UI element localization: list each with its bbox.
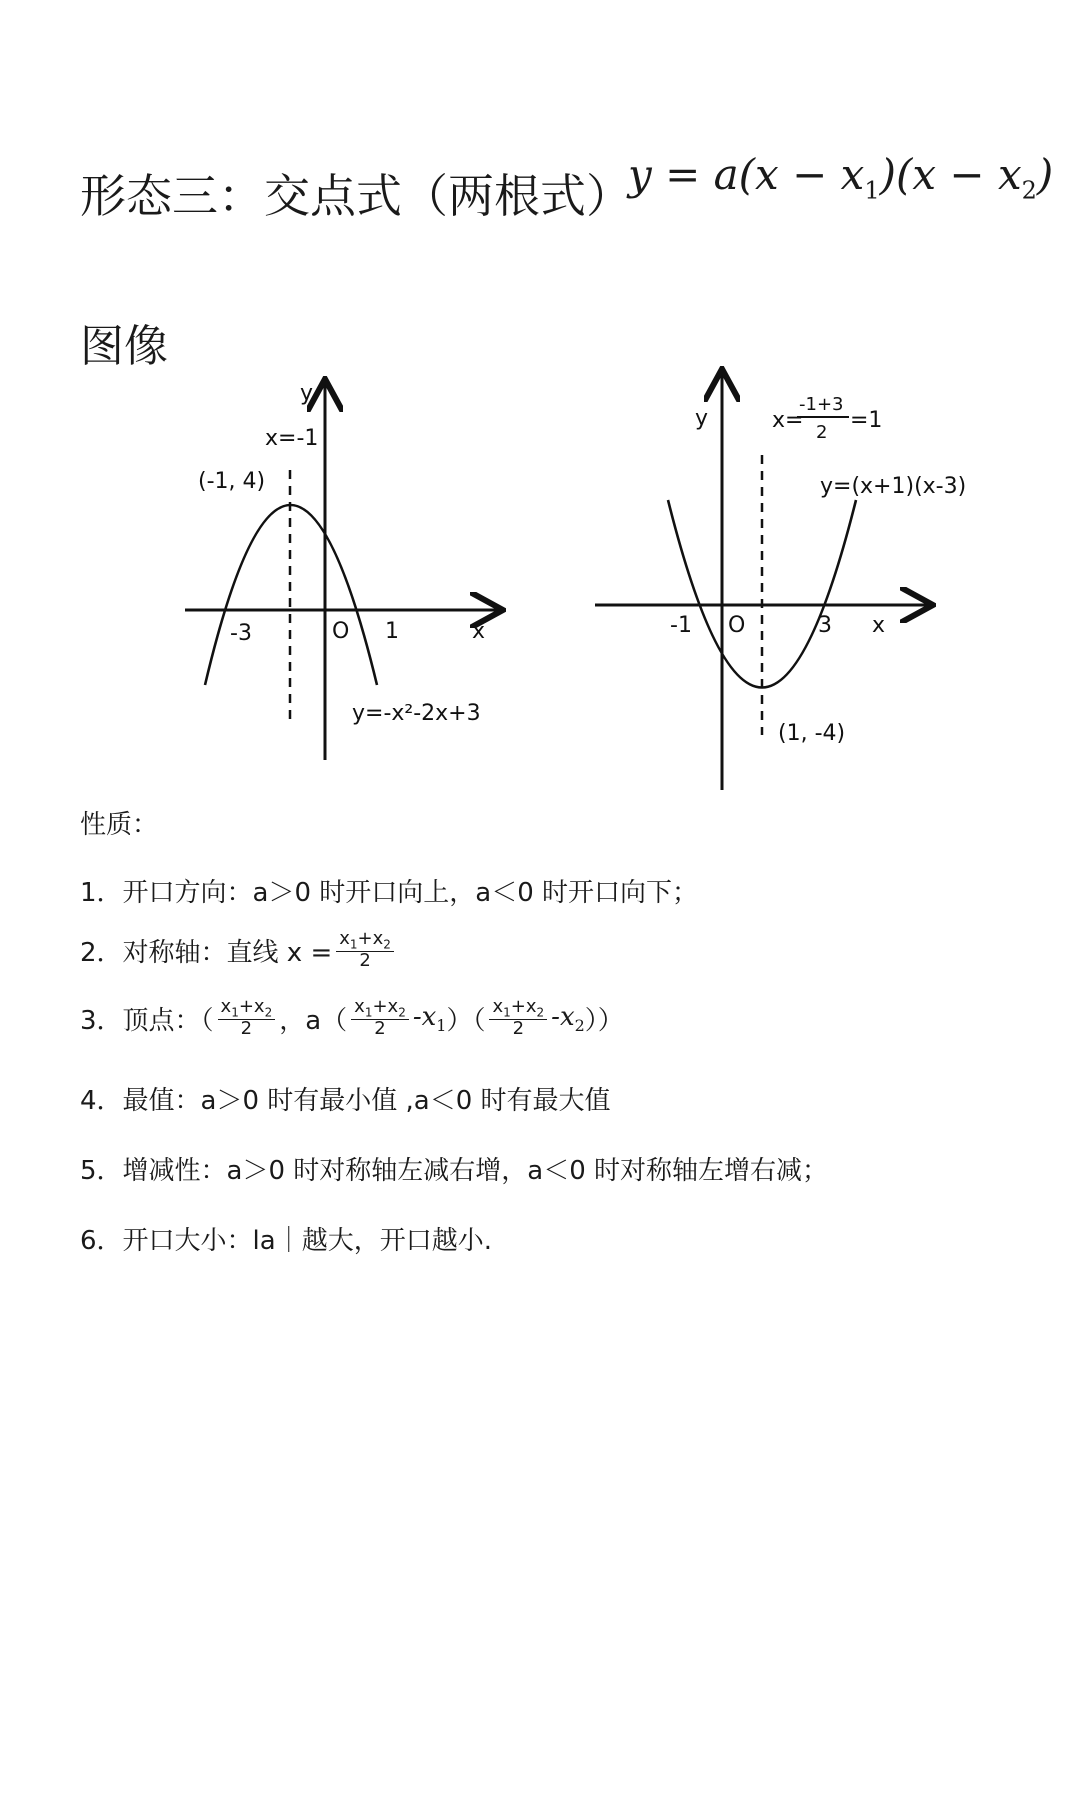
axis-line-label: x=-1 — [265, 426, 319, 451]
tick-3: 3 — [818, 613, 832, 638]
intercept-formula: $y = a(x - x_1)(x - x_2)$ — [628, 150, 1054, 205]
axis-line-denominator: 2 — [816, 422, 828, 443]
graph-downward-parabola — [180, 370, 520, 780]
axis-line-numerator: -1+3 — [799, 394, 844, 415]
page-title: 形态三：交点式（两根式） — [80, 169, 632, 223]
property-symmetry-axis: 2．对称轴：直线 x = $\frac{x_1+x_2}{2}$ — [80, 930, 398, 971]
y-axis-label: y — [300, 381, 314, 406]
graph-upward-parabola — [590, 360, 1010, 800]
parabola-curve — [205, 505, 377, 685]
tick-neg1: -1 — [670, 613, 692, 638]
image-heading: 图像 — [80, 321, 168, 372]
property-opening-size: 6．开口大小：la｜越大，开口越小. — [80, 1226, 492, 1256]
tick-neg3: -3 — [230, 621, 252, 646]
origin-label: O — [332, 619, 350, 644]
vertex-label: (1, -4) — [778, 721, 846, 746]
property-monotonicity: 5．增减性：a＞0 时对称轴左减右增，a＜0 时对称轴左增右减； — [80, 1156, 829, 1186]
tick-1: 1 — [385, 619, 399, 644]
y-axis-label: y — [695, 406, 709, 431]
equation-label: y=-x²-2x+3 — [352, 701, 481, 726]
equation-label: y=(x+1)(x-3) — [820, 474, 967, 499]
origin-label: O — [728, 613, 746, 638]
axis-line-suffix: =1 — [850, 408, 883, 433]
x-axis-label: x — [872, 613, 886, 638]
property-opening-direction: 1．开口方向：a＞0 时开口向上，a＜0 时开口向下； — [80, 878, 699, 908]
x-axis-label: x — [472, 619, 486, 644]
fraction-midpoint: $\frac{x_1+x_2}{2}$ — [336, 930, 394, 971]
properties-label: 性质： — [80, 810, 159, 840]
vertex-label: (-1, 4) — [198, 469, 266, 494]
parabola-curve — [668, 500, 856, 688]
property-extremum: 4．最值：a＞0 时有最小值 ,a＜0 时有最大值 — [80, 1086, 611, 1116]
axis-line-prefix: x= — [772, 408, 804, 433]
property-vertex: 3．顶点：（ $\frac{x_1+x_2}{2}$ ，a（ $\frac{x_1+x_2}{2}$ $-x_1$ ）（ $\frac{x_1+x_2}{2}$ $-x_2$ ）） — [80, 996, 624, 1040]
